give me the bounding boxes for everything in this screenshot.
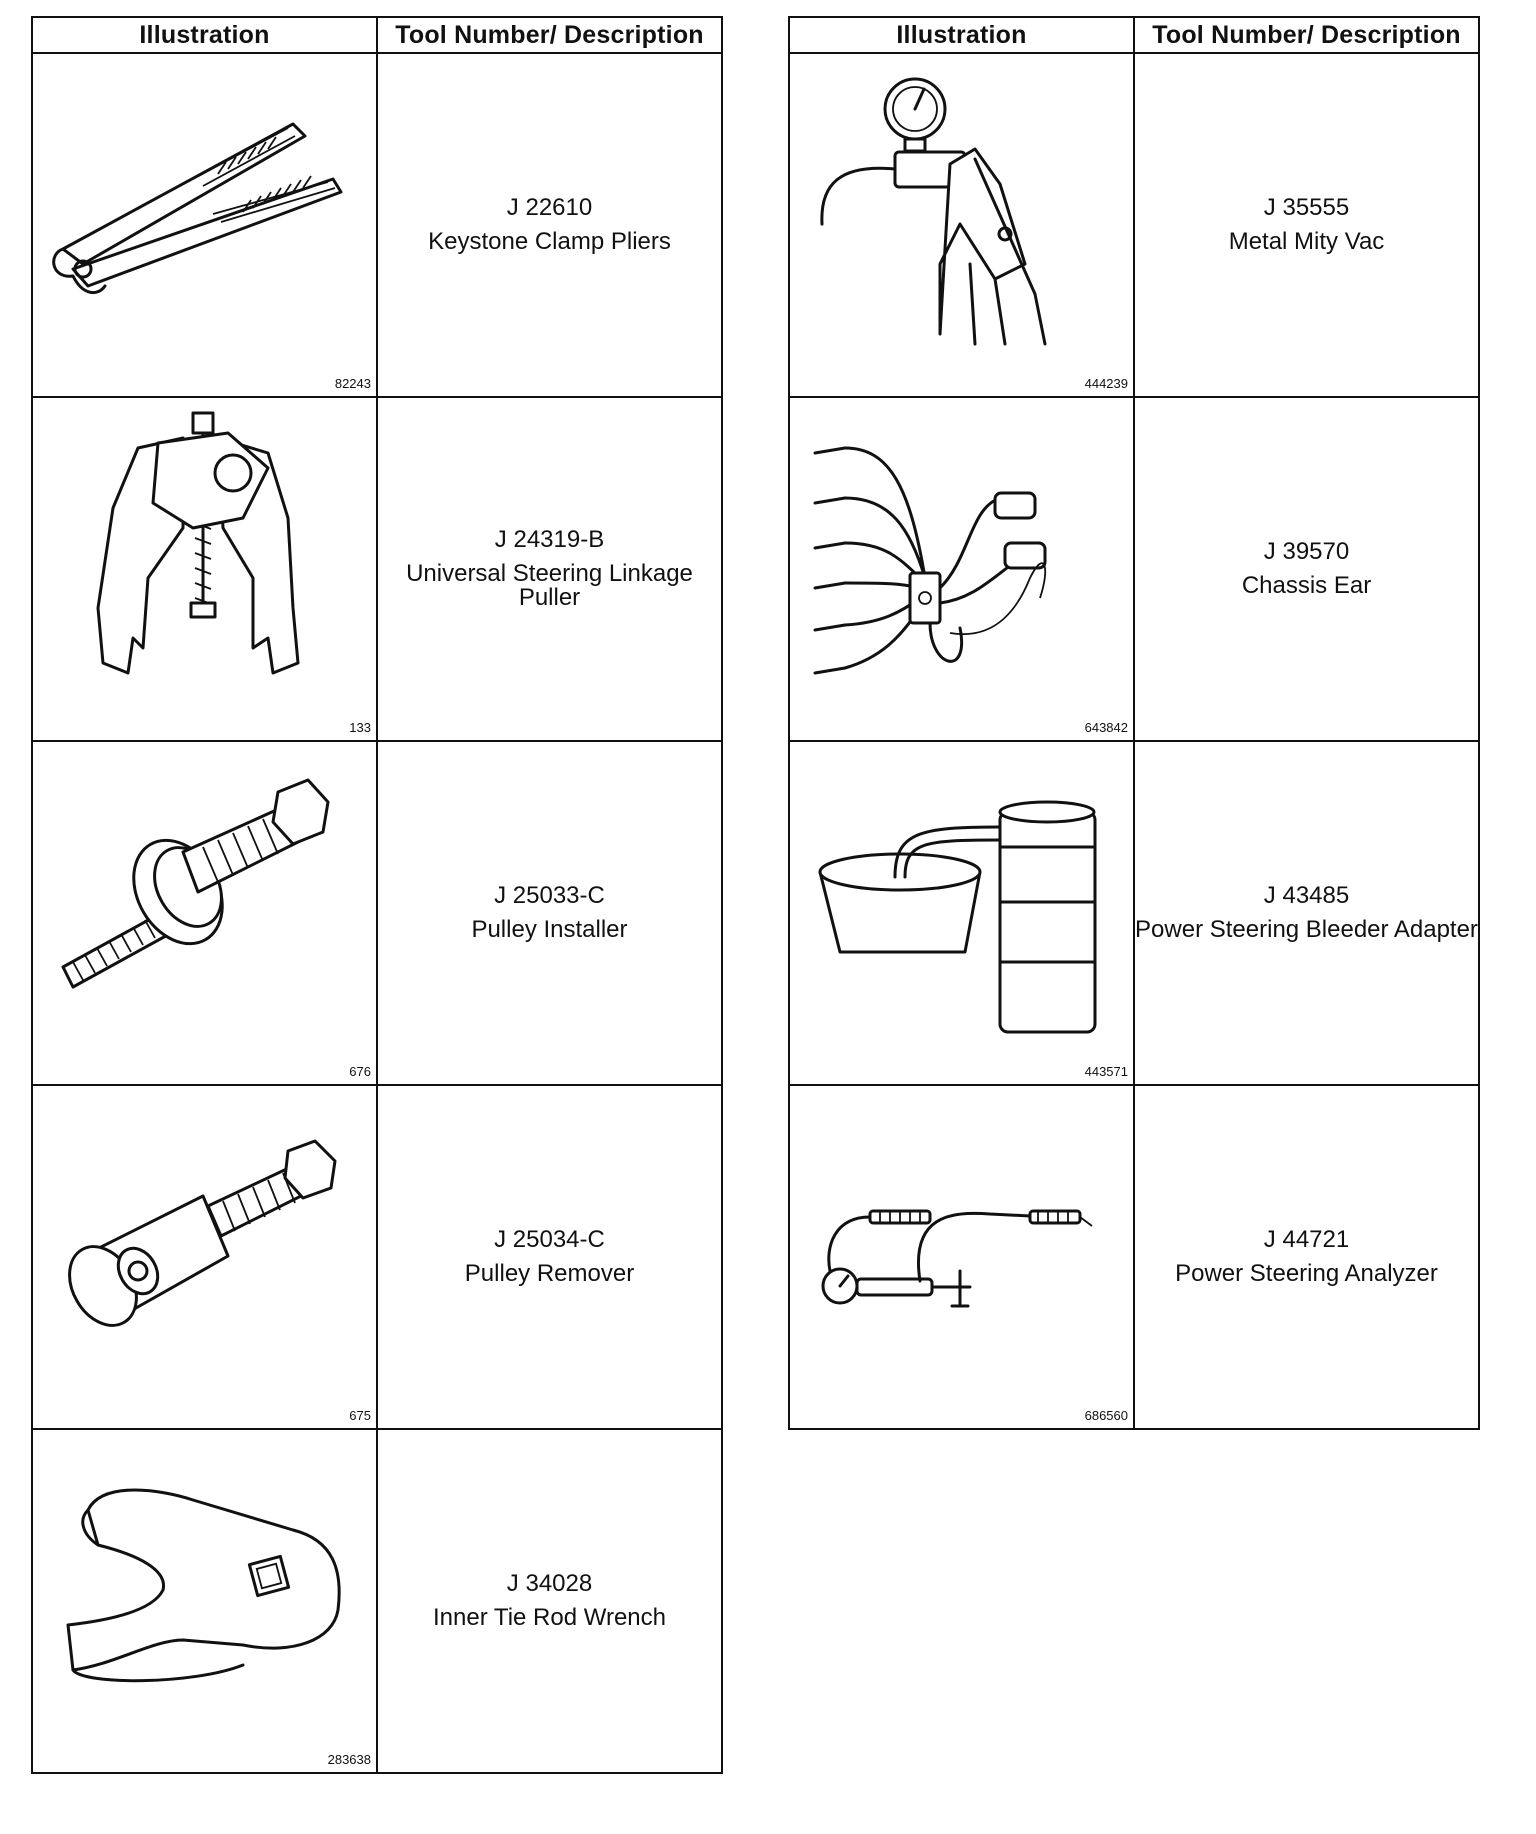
- chassis-ear-icon: [800, 408, 1125, 708]
- table-row: [32, 741, 722, 1085]
- tool-number: J 25034-C: [494, 1226, 605, 1253]
- table-row: [789, 741, 1479, 1085]
- steering-linkage-puller-icon: [43, 408, 368, 708]
- tool-name: Keystone Clamp Pliers: [428, 228, 671, 255]
- figure-number: 686560: [1084, 1408, 1128, 1423]
- table-row: [789, 53, 1479, 397]
- illustration-cell: [789, 741, 1134, 1085]
- illustration-cell: [32, 1085, 377, 1429]
- figure-number: 283638: [327, 1752, 371, 1767]
- table-row: [32, 397, 722, 741]
- illustration-cell: [32, 397, 377, 741]
- illustration-cell: [32, 1429, 377, 1773]
- keystone-clamp-pliers-icon: [43, 64, 368, 364]
- tie-rod-wrench-icon: [43, 1440, 368, 1740]
- mity-vac-icon: [800, 64, 1125, 364]
- table-header-row: [32, 17, 722, 53]
- header-illustration: Illustration: [32, 17, 377, 53]
- figure-number: 444239: [1084, 376, 1128, 391]
- illustration-cell: [789, 1085, 1134, 1429]
- figure-number: 82243: [334, 376, 371, 391]
- figure-number: 443571: [1084, 1064, 1128, 1079]
- table-row: [789, 397, 1479, 741]
- description-cell: [377, 741, 722, 1085]
- illustration-cell: [789, 53, 1134, 397]
- figure-number: 643842: [1084, 720, 1128, 735]
- tool-name: Universal Steering Linkage Puller: [406, 560, 693, 611]
- bleeder-adapter-icon: [800, 752, 1125, 1052]
- description-cell: [377, 1085, 722, 1429]
- tool-number: J 34028: [506, 1570, 593, 1597]
- description-cell: [377, 1429, 722, 1773]
- table-row: [789, 1085, 1479, 1429]
- header-description: Tool Number/ Description: [377, 17, 722, 53]
- tool-name: Inner Tie Rod Wrench: [432, 1604, 666, 1631]
- figure-number: 133: [349, 720, 371, 735]
- tool-number: J 24319-B: [494, 526, 605, 553]
- table-row: [32, 53, 722, 397]
- description-cell: [1134, 741, 1479, 1085]
- figure-number: 676: [349, 1064, 371, 1079]
- header-illustration: Illustration: [789, 17, 1134, 53]
- tool-name: Pulley Remover: [464, 1260, 635, 1287]
- tool-number: J 39570: [1263, 538, 1350, 565]
- description-cell: [1134, 397, 1479, 741]
- tool-name: Pulley Installer: [471, 916, 628, 943]
- description-cell: [377, 53, 722, 397]
- tool-number: J 25033-C: [494, 882, 605, 909]
- tool-name: Metal Mity Vac: [1228, 228, 1385, 255]
- illustration-cell: [789, 397, 1134, 741]
- steering-analyzer-icon: [800, 1096, 1125, 1396]
- table-header-row: [789, 17, 1479, 53]
- illustration-cell: [32, 741, 377, 1085]
- pulley-installer-icon: [43, 752, 368, 1052]
- illustration-cell: [32, 53, 377, 397]
- tool-number: J 22610: [506, 194, 593, 221]
- description-cell: [377, 397, 722, 741]
- pulley-remover-icon: [43, 1096, 368, 1396]
- description-cell: [1134, 53, 1479, 397]
- figure-number: 675: [349, 1408, 371, 1423]
- tool-number: J 44721: [1263, 1226, 1350, 1253]
- tool-table-right: [788, 16, 1480, 1430]
- tool-name: Power Steering Bleeder Adapter: [1135, 916, 1478, 943]
- header-description: Tool Number/ Description: [1134, 17, 1479, 53]
- description-cell: [1134, 1085, 1479, 1429]
- tool-number: J 43485: [1263, 882, 1350, 909]
- tool-name: Power Steering Analyzer: [1175, 1260, 1438, 1287]
- tool-table-left: [31, 16, 723, 1774]
- table-row: [32, 1429, 722, 1773]
- tool-name: Chassis Ear: [1241, 572, 1372, 599]
- table-row: [32, 1085, 722, 1429]
- tool-number: J 35555: [1263, 194, 1350, 221]
